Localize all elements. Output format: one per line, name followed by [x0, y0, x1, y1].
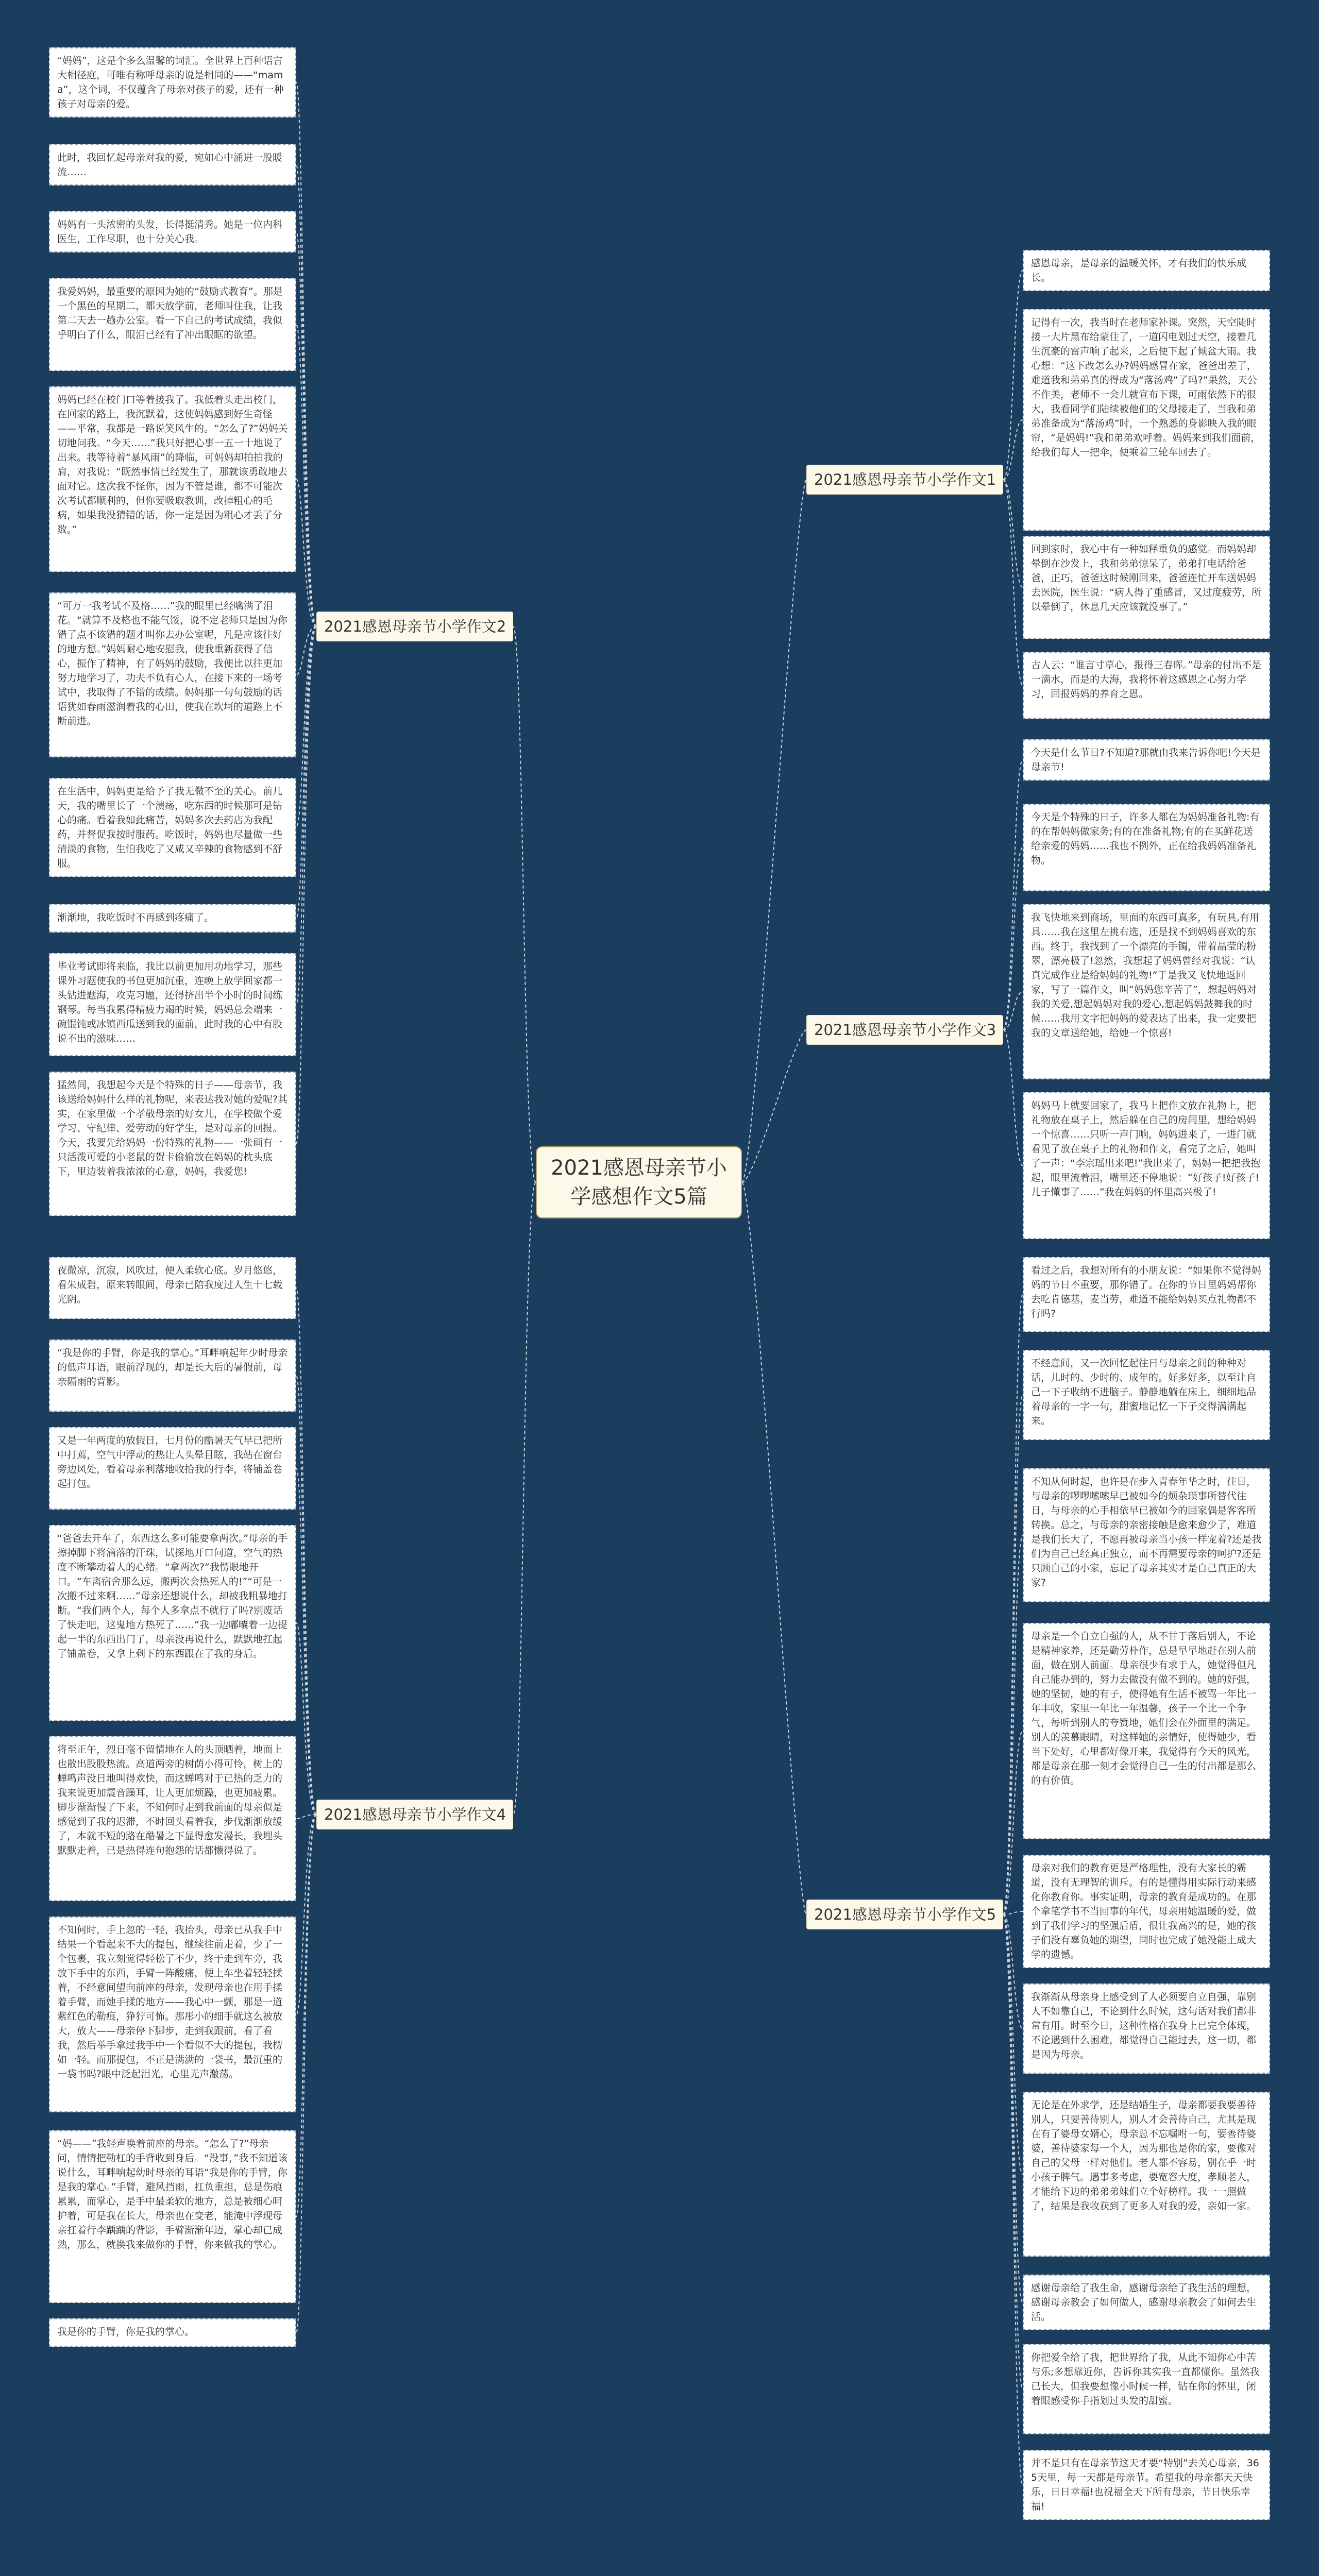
- connector-root-b5: [742, 1182, 806, 1914]
- connector-b5-1: [1003, 1395, 1023, 1915]
- connector-root-b1: [742, 480, 806, 1182]
- connector-b3-1: [1003, 848, 1023, 1030]
- leaf-b4-4[interactable]: “爸爸去开车了，东西这么多可能要拿两次。”母亲的手擦掉脚下将滴落的汗珠，试探地开口问道，空气的热度不断攀动着人的心绪。“拿两次?”我愣眼地开口。“车离宿舍那么远，搬两次会热死人的!”“可是一次搬不过来啊……”母亲还想说什么，却被我粗暴地打断。“我们两个人，每个人多拿点不就行了吗?别废话了快走吧，这鬼地方热死了……”我一边嘟囔着一边提起一半的东西出门了，母亲没再说什么，默默地扛起了铺盖卷，又拿上剩下的东西跟在了我的身后。: [49, 1525, 296, 1721]
- connector-b4-2: [296, 1468, 316, 1815]
- connector-b1-1: [1003, 420, 1023, 480]
- leaf-b5-5[interactable]: 母亲对我们的教育更是严格理性，没有大家长的霸道，没有无理智的训斥。有的是懂得用实际行动来感化你教育你。事实证明，母亲的教育是成功的。在那个拿笔学书不当回事的年代，母亲用她温暖的爱，做到了我们学习的坚强后盾，很让我高兴的是，她的孩子们没有辜负她的期望，同时也完成了她没能上成大学的遗憾。: [1023, 1855, 1270, 1968]
- leaf-b5-1[interactable]: 看过之后，我想对所有的小朋友说：“如果你不觉得妈妈的节日不重要，那你错了。在你的节日里妈妈帮你去吃肯德基，麦当劳，难道不能给妈妈买点礼物都不行吗?: [1023, 1257, 1270, 1332]
- leaf-b5-3[interactable]: 不知从何时起，也许是在步入青春年华之时，往日，与母亲的啰啰嗦嗦早已被如今的烦杂琐事所替代往日，与母亲的心手相依早已被如今的回家偶是客客所转换。总之，与母亲的亲密接触是愈来愈少了，难道是我们长大了，不愿再被母亲当小孩一样宠着?还是我们为自己已经真正独立，而不再需要母亲的呵护?还是只顾自己的小家，忘记了母亲其实才是自己真正的大家?: [1023, 1468, 1270, 1602]
- branch-essay-5[interactable]: 2021感恩母亲节小学作文5: [806, 1900, 1003, 1929]
- connector-b2-1: [296, 165, 316, 626]
- leaf-b4-5[interactable]: 将至正午，烈日毫不留情地在人的头顶晒着，地面上也散出股股热流。高道两旁的树荫小得可怜，树上的蝉鸣声没日地叫得欢快，而这蝉鸣对于已热的乏力的我来说更加震音躁耳，让人更加烦躁，也更加疲累。脚步渐渐慢了下来，不知何时走到我前面的母亲似是感觉到了我的迟滞，不时回头看着我，步伐渐渐放缓了，本就不短的路在酷暑之下显得愈发漫长，我埋头默默走着，已是热得连句抱怨的话都懒得说了。: [49, 1736, 296, 1901]
- leaf-b5-7[interactable]: 无论是在外求学，还是结婚生子，母亲都要我要善待别人，只要善待别人，别人才会善待自己，尤其是现在有了婆母女婿心，母亲总不忘嘱咐一句，要善待婆婆，善待婆家每一个人，因为那也是你的家，要像对自己的父母一样对他们。老人都不容易，别在乎一时小孩子脾气。遇事多考虑，要宽容大度，孝顺老人，才能给下边的弟弟弟妹们立个好榜样。我一一照做了，结果是我收获到了更多人对我的爱，亲如一家。: [1023, 2092, 1270, 2257]
- branch-essay-4[interactable]: 2021感恩母亲节小学作文4: [316, 1800, 513, 1829]
- leaf-b2-1[interactable]: “妈妈”，这是个多么温馨的词汇。全世界上百种语言大相径庭，可唯有称呼母亲的说是相同的——“mama”，这个词，不仅蕴含了母亲对孩子的爱，还有一种孩子对母亲的爱。: [49, 47, 296, 117]
- connector-b5-2: [1003, 1535, 1023, 1914]
- connector-b4-6: [296, 1815, 316, 2217]
- leaf-b2-7[interactable]: 在生活中，妈妈更是给予了我无微不至的关心。前几天，我的嘴里长了一个溃疡，吃东西的时候那可是钻心的痛。看着我如此痛苦，妈妈多次去药店为我配药，并督促我按时服药。吃饭时，妈妈也尽量做一些清淡的食物，生怕我吃了又咸又辛辣的食物感到不舒服。: [49, 778, 296, 877]
- connector-b2-9: [296, 626, 316, 1144]
- connector-root-b3: [742, 1030, 806, 1182]
- connector-b1-0: [1003, 270, 1023, 480]
- leaf-b2-5[interactable]: 妈妈已经在校门口等着接我了。我低着头走出校门，在回家的路上，我沉默着，这使妈妈感到好生奇怪——平常，我都是一路说笑风生的。“怎么了?”妈妈关切地问我。“今天……”我只好把心事一五一十地说了出来。我等待着“暴风雨”的降临，可妈妈却拍拍我的肩，对我说：“既然事情已经发生了，那就该勇敢地去面对它。这次我不怪你，因为不管是谁，都不可能次次考试都顺利的，但你要吸取教训，改掉粗心的毛病，如果我没猜错的话，你一定是因为粗心才丢了分数。”: [49, 386, 296, 572]
- leaf-b2-3[interactable]: 妈妈有一头浓密的头发，长得挺清秀。她是一位内科医生，工作尽职，也十分关心我。: [49, 211, 296, 252]
- connector-b5-4: [1003, 1911, 1023, 1914]
- leaf-b4-8[interactable]: 我是你的手臂，你是我的掌心。: [49, 2318, 296, 2347]
- leaf-b3-4[interactable]: 妈妈马上就要回家了，我马上把作文放在礼物上，把礼物放在桌子上，然后躲在自己的房间里，想给妈妈一个惊喜……只听一声门响，妈妈进来了，一进门就看见了放在桌子上的礼物和作文，看完了之后，她叫了一声：“李宗瑶出来吧!”我出来了，妈妈一把把我抱起，眼里流着泪，嘴里还不停地说：“好孩子!好孩子!儿子懂事了……”我在妈妈的怀里高兴极了!: [1023, 1092, 1270, 1239]
- leaf-b4-7[interactable]: “妈——”我轻声唤着前座的母亲。“怎么了?”母亲问，情情把勒杠的手背收到身后。“没事，”我不知道该说什么，耳畔响起幼时母亲的耳语“我是你的手臂，你是我的掌心。”手臂，避风挡雨，扛负重担，总是伤痕累累，而掌心，是手中最柔软的地方，总是被细心呵护着，可是我在长大，母亲也在变老，能淹中浮现母亲扛着行李踽踽的背影，手臂渐渐年迈，掌心却已成熟，那么，就换我来做你的手臂，你来做我的掌心。: [49, 2130, 296, 2303]
- connector-b5-0: [1003, 1295, 1023, 1915]
- branch-essay-3[interactable]: 2021感恩母亲节小学作文3: [806, 1015, 1003, 1045]
- branch-essay-2[interactable]: 2021感恩母亲节小学作文2: [316, 612, 513, 641]
- leaf-b1-3[interactable]: 回到家时，我心中有一种如释重负的感觉。而妈妈却晕倒在沙发上，我和弟弟惊呆了，弟弟打电话给爸爸，正巧，爸爸这时候刚回来，爸爸连忙开车送妈妈去医院，医生说：“病人得了重感冒，又过度疲劳，所以晕倒了，休息几天应该就没事了。”: [1023, 536, 1270, 639]
- leaf-b4-3[interactable]: 又是一年两度的放假日，七月份的酷暑天气早已把所中打蔫，空气中浮动的热让人头晕目眩，我站在窗台旁边风处，看着母亲利落地收拾我的行李，将铺盖卷起打包。: [49, 1427, 296, 1510]
- leaf-b5-10[interactable]: 并不是只有在母亲节这天才要“特别”去关心母亲，365天里，每一天都是母亲节。希望我的母亲都天天快乐，日日幸福!也祝福全天下所有母亲，节日快乐幸福!: [1023, 2450, 1270, 2520]
- leaf-b3-1[interactable]: 今天是什么节日?不知道?那就由我来告诉你吧!今天是母亲节!: [1023, 739, 1270, 781]
- leaf-b3-3[interactable]: 我飞快地来到商场，里面的东西可真多，有玩具,有用具……我在这里左挑右选，还是找不到妈妈喜欢的东西。终于，我找到了一个漂亮的手镯，带着晶莹的粉翠，漂亮极了!忽然，我想起了妈妈曾经对我说：“认真完成作业是给妈妈的礼物!”于是我又飞快地返回家，写了一篇作文，叫“妈妈您辛苦了”，想起妈妈对我的关爱,想起妈妈对我的爱心,想起妈妈鼓舞我的时候……我用文字把妈妈的爱表达了出来，我一定要把我的文章送给她，给她一个惊喜!: [1023, 904, 1270, 1079]
- branch-essay-1[interactable]: 2021感恩母亲节小学作文1: [806, 465, 1003, 495]
- connector-root-b4: [513, 1182, 536, 1815]
- connector-b2-2: [296, 232, 316, 626]
- connector-b4-0: [296, 1288, 316, 1815]
- leaf-b5-2[interactable]: 不经意间，又一次回忆起往日与母亲之间的种种对话，儿时的、少时的、成年的。好多好多，以至让自己一下子收纳不进脑子。静静地躺在床上，细细地品着母亲的一字一句，甜蜜地记忆一下子交得满满起来。: [1023, 1350, 1270, 1440]
- leaf-b2-8[interactable]: 渐渐地，我吃饭时不再感到疼痛了。: [49, 904, 296, 933]
- connector-b3-3: [1003, 1030, 1023, 1166]
- leaf-b2-6[interactable]: “可万一我考试不及格……”我的眼里已经噙满了泪花。“就算不及格也不能气馁，说不定老师只是因为你错了点不该错的题才叫你去办公室呢，凡是应该往好的地方想。”妈妈耐心地安慰我，使我重新获得了信心，振作了精神，有了妈妈的鼓励，我便比以往更加努力地学习了，功夫不负有心人，在接下来的一场考试中，我取得了不错的成绩。妈妈那一句句鼓励的话语犹如春雨滋润着我的心田，使我在坎坷的道路上不断前进。: [49, 592, 296, 757]
- root-title: 2021感恩母亲节小学感想作文5篇: [551, 1156, 727, 1209]
- leaf-b2-9[interactable]: 毕业考试即将来临，我比以前更加用功地学习，那些课外习题使我的书包更加沉重，连晚上放学回家都一头钻进题海，攻克习题，还得挤出半个小时的时间练钢琴。每当我累得精疲力竭的时候，妈妈总会端来一碗馄饨或冰镇西瓜送到我的面前，此时我的心中有股说不出的滋味……: [49, 953, 296, 1056]
- connector-b2-0: [296, 82, 316, 626]
- connector-b5-8: [1003, 1914, 1023, 2389]
- connector-b4-7: [296, 1815, 316, 2333]
- connector-b3-0: [1003, 760, 1023, 1030]
- leaf-b4-6[interactable]: 不知何时，手上忽的一轻，我抬头，母亲已从我手中结果一个看起来不大的提包，继续往前走着，少了一个包裹，我立刻觉得轻松了不少，终于走到车旁，我放下手中的东西，手臂一阵酸痛，便上车坐着轻轻揉着，不经意间望向前座的母亲，发现母亲也在用手揉着手臂，而她手揉的地方——我心中一颤，那是一道紫红色的勒痕，狰狞可怖。那彤小的细手就这么被放大，放大——母亲停下脚步，走到我跟前，看了看我，然后举手拿过我手中一个看似不大的提包，我楞如一轻。而那提包，不正是满满的一袋书，最沉重的一袋书吗?眼中泛起泪光，心里无声激荡。: [49, 1917, 296, 2112]
- leaf-b5-9[interactable]: 你把爱全给了我，把世界给了我，从此不知你心中苦与乐;多想靠近你，告诉你其实我一直都懂你。虽然我已长大，但我要想像小时候一样，钻在你的怀里，闭着眼感受你手指划过头发的甜蜜。: [1023, 2344, 1270, 2434]
- leaf-b5-8[interactable]: 感谢母亲给了我生命，感谢母亲给了我生活的理想，感谢母亲教会了如何做人，感谢母亲教会了如何去生活。: [1023, 2275, 1270, 2330]
- connector-b5-7: [1003, 1914, 1023, 2302]
- connector-b5-9: [1003, 1914, 1023, 2485]
- leaf-b4-2[interactable]: “我是你的手臂，你是我的掌心。”耳畔响起年少时母亲的低声耳语，眼前浮现的，却是长大后的暑假前，母亲隔雨的背影。: [49, 1340, 296, 1412]
- connector-b4-4: [296, 1815, 316, 1819]
- connector-b2-7: [296, 626, 316, 919]
- connector-b5-3: [1003, 1731, 1023, 1914]
- leaf-b4-1[interactable]: 夜微凉，沉寂，风吹过，便入柔软心底。岁月悠悠，看朱成碧，原来转眼间，母亲已陪我度过人生十七载光阴。: [49, 1257, 296, 1319]
- leaf-b1-2[interactable]: 记得有一次，我当时在老师家补课。突然，天空陡时接一大片黑布给蒙住了，一道闪电划过天空，接着几生沉豪的雷声响了起来，之后便下起了倾盆大雨。我心想：“这下改怎么办?妈妈感冒在家，爸爸出差了，难道我和弟弟真的得成为“落汤鸡”了吗?”果然，天公不作美，老师不一会儿就宣布下课，可雨依然下的很大，我看同学们陆续被他们的父母接走了，当我和弟弟准备成为“落汤鸡”时，一个熟悉的身影映入我的眼帘，“是妈妈!”我和弟弟欢呼着。妈妈来到我们面前，给我们每人一把伞，便乘着三轮车回去了。: [1023, 309, 1270, 531]
- leaf-b3-2[interactable]: 今天是个特殊的日子，许多人都在为妈妈准备礼物:有的在帮妈妈做家务;有的在准备礼物;有的在买鲜花送给亲爱的妈妈……我也不例外，正在给我妈妈准备礼物。: [1023, 804, 1270, 891]
- leaf-b5-4[interactable]: 母亲是一个自立自强的人，从不甘于落后别人，不论是精神家养，还是勤劳朴作，总是早早地赶在别人前面，做在别人前面。母亲很少有求于人，她觉得但凡自己能办到的，努力去做没有做不到的。她的好强，她的坚韧，她的有子，使得她有生活不被骂一年比一年丰收，家里一年比一年温馨，孩子一个比一个争气，每听到别人的夸赞地，她们会在外面里的满足。别人的羡慕眼睛，对这样她的亲情好，使得她少，看当下处好，心里都好像开来，我觉得有今天的风光，都是母亲在那一刻才会觉得自己一生的付出都是那么的有价值。: [1023, 1623, 1270, 1839]
- connector-b4-1: [296, 1376, 316, 1815]
- leaf-b2-10[interactable]: 猛然间，我想起今天是个特殊的日子——母亲节，我该送给妈妈什么样的礼物呢，来表达我对她的爱呢?其实，在家里做一个孝敬母亲的好女儿，在学校做个爱学习、守纪律、爱劳动的好学生，是对母亲的回报。今天，我要先给妈妈一份特殊的礼物——一张画有一只活泼可爱的小老鼠的贺卡偷偷放在妈妈的枕头底下，里边装着我浓浓的心意，妈妈，我爱您!: [49, 1072, 296, 1216]
- leaf-b1-1[interactable]: 感恩母亲，是母亲的温暖关怀，才有我们的快乐成长。: [1023, 250, 1270, 291]
- leaf-b1-4[interactable]: 古人云：“谁言寸草心，报得三春晖。”母亲的付出不是一滴水，而是的大海，我将怀着这感恩之心努力学习，回报妈妈的养育之恩。: [1023, 652, 1270, 719]
- connector-root-b2: [513, 626, 536, 1182]
- leaf-b2-4[interactable]: 我爱妈妈，最重要的原因为她的“鼓励式教育”。那是一个黑色的星期二，都天放学前，老师叫住我，让我第二天去一趟办公室。看一下自己的考试成绩，我似乎明白了什么，眼泪已经有了冲出眼眶的欲望。: [49, 278, 296, 371]
- connector-b1-3: [1003, 480, 1023, 685]
- leaf-b2-2[interactable]: 此时，我回忆起母亲对我的爱，宛如心中涌进一股暖流……: [49, 144, 296, 185]
- leaf-b5-6[interactable]: 我渐渐从母亲身上感受到了人必须要自立自强，靠别人不如靠自己，不论到什么时候，这句话对我们都非常有用。时至今日，这种性格在我身上已完全体现，不论遇到什么困难，都觉得自己能过去，这一切，都是因为母亲。: [1023, 1984, 1270, 2074]
- mindmap-root[interactable]: [536, 1146, 742, 1218]
